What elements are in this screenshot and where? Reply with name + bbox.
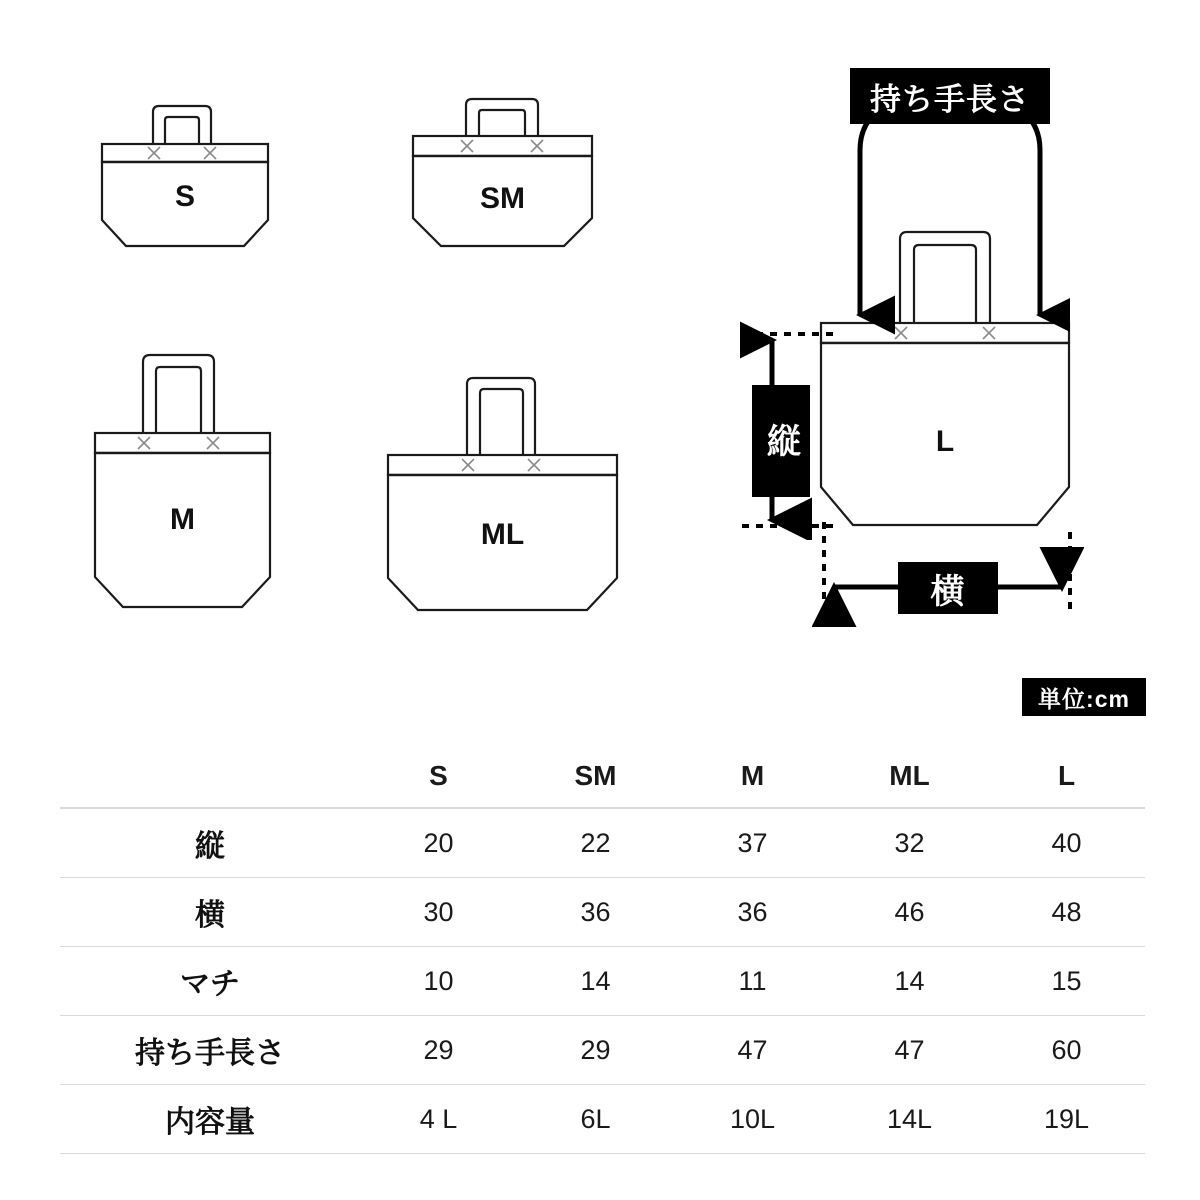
bag-label-m: M: [170, 503, 195, 536]
table-col-header-ml: ML: [831, 745, 988, 808]
cell-gusset-m: 11: [674, 947, 831, 1016]
table-row: [60, 1085, 1145, 1154]
cell-width-ml: 46: [831, 878, 988, 947]
cell-handle-l: 60: [988, 1016, 1145, 1085]
cell-height-ml: 32: [831, 808, 988, 878]
cell-height-sm: 22: [517, 808, 674, 878]
table-col-header-l: L: [988, 745, 1145, 808]
table-row: [60, 1016, 1145, 1085]
table-row: [60, 878, 1145, 947]
cell-height-s: 20: [360, 808, 517, 878]
table-row-label-height: 縦: [60, 808, 360, 878]
table-col-header-blank: [60, 745, 360, 808]
cell-height-l: 40: [988, 808, 1145, 878]
table-col-header-sm: SM: [517, 745, 674, 808]
size-table: [60, 745, 1145, 1154]
cell-gusset-sm: 14: [517, 947, 674, 1016]
cell-capacity-l: 19L: [988, 1085, 1145, 1154]
cell-capacity-ml: 14L: [831, 1085, 988, 1154]
bag-label-ml: ML: [480, 518, 525, 551]
cell-width-sm: 36: [517, 878, 674, 947]
bag-illustration-m: [85, 345, 280, 615]
cell-handle-s: 29: [360, 1016, 517, 1085]
table-row-label-gusset: マチ: [60, 947, 360, 1016]
table-col-header-s: S: [360, 745, 517, 808]
cell-handle-sm: 29: [517, 1016, 674, 1085]
callout-height: [752, 385, 810, 497]
cell-handle-m: 47: [674, 1016, 831, 1085]
callout-width: [898, 562, 998, 614]
cell-capacity-m: 10L: [674, 1085, 831, 1154]
cell-gusset-s: 10: [360, 947, 517, 1016]
callout-handle-length: [850, 68, 1050, 124]
bag-label-s: S: [174, 180, 195, 213]
cell-gusset-ml: 14: [831, 947, 988, 1016]
callout-height-label: 縦: [761, 423, 800, 459]
cell-capacity-sm: 6L: [517, 1085, 674, 1154]
table-row: [60, 808, 1145, 878]
callout-unit: [1022, 678, 1146, 716]
cell-handle-ml: 47: [831, 1016, 988, 1085]
cell-gusset-l: 15: [988, 947, 1145, 1016]
cell-width-m: 36: [674, 878, 831, 947]
callout-unit-label: 単位:cm: [1038, 685, 1130, 712]
bag-label-l: L: [935, 425, 955, 458]
table-row-label-handle-length: 持ち手長さ: [60, 1016, 360, 1085]
bag-illustration-ml: [380, 370, 625, 618]
table-row-label-width: 横: [60, 878, 360, 947]
bag-illustration-sm: [405, 92, 600, 260]
cell-width-l: 48: [988, 878, 1145, 947]
cell-height-m: 37: [674, 808, 831, 878]
table-row-label-capacity: 内容量: [60, 1085, 360, 1154]
bag-label-sm: SM: [480, 182, 525, 215]
cell-capacity-s: 4 L: [360, 1085, 517, 1154]
cell-width-s: 30: [360, 878, 517, 947]
callout-handle-length-label: 持ち手長さ: [870, 81, 1030, 117]
callout-width-label: 横: [930, 572, 966, 611]
handle-length-arrows: [830, 100, 1070, 350]
table-col-header-m: M: [674, 745, 831, 808]
table-header-row: [60, 745, 1145, 808]
table-row: [60, 947, 1145, 1016]
